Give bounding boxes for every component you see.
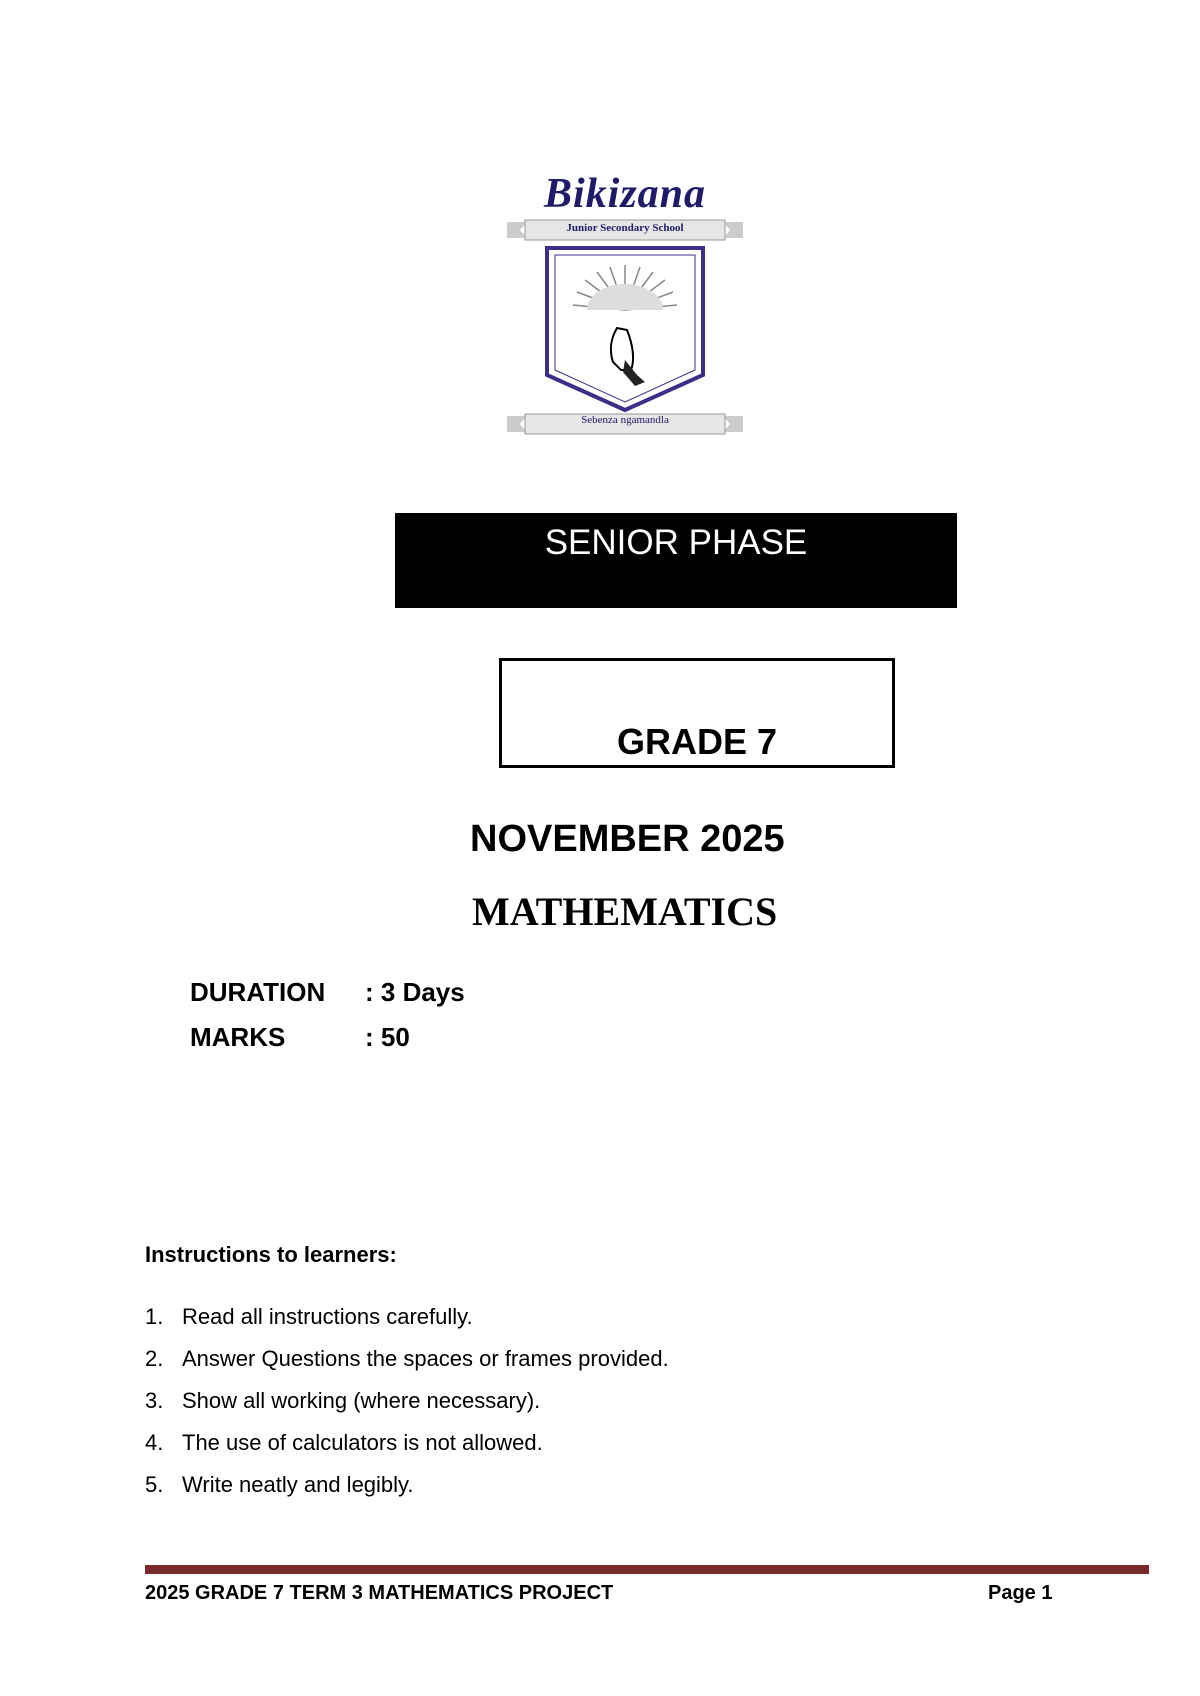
school-crest-icon bbox=[505, 210, 745, 435]
duration-row bbox=[190, 977, 465, 1008]
instruction-number: 2. bbox=[145, 1346, 164, 1371]
logo-bottom-ribbon-text: Sebenza ngamandla bbox=[581, 414, 669, 426]
instruction-item bbox=[145, 1346, 669, 1388]
duration-value: : 3 Days bbox=[365, 977, 465, 1007]
marks-value: : 50 bbox=[365, 1022, 410, 1052]
instruction-item bbox=[145, 1304, 669, 1346]
instruction-text: Show all working (where necessary). bbox=[182, 1388, 541, 1413]
page-number: Page 1 bbox=[988, 1582, 1053, 1604]
school-logo bbox=[505, 170, 745, 435]
duration-label: DURATION bbox=[190, 977, 326, 1007]
exam-date: NOVEMBER 2025 bbox=[470, 818, 785, 860]
instruction-number: 1. bbox=[145, 1304, 164, 1329]
instruction-text: The use of calculators is not allowed. bbox=[182, 1430, 543, 1455]
instruction-number: 5. bbox=[145, 1472, 164, 1497]
grade-box bbox=[499, 658, 895, 768]
phase-banner: SENIOR PHASE bbox=[395, 513, 957, 608]
logo-top-ribbon-text: Junior Secondary School bbox=[566, 222, 684, 234]
instruction-item bbox=[145, 1388, 669, 1430]
footer-title: 2025 GRADE 7 TERM 3 MATHEMATICS PROJECT bbox=[145, 1582, 614, 1604]
instruction-number: 3. bbox=[145, 1388, 164, 1413]
grade-label: GRADE 7 bbox=[616, 721, 778, 762]
instruction-item bbox=[145, 1472, 669, 1514]
footer-divider bbox=[145, 1565, 1149, 1574]
instruction-number: 4. bbox=[145, 1430, 164, 1455]
subject-title: MATHEMATICS bbox=[472, 889, 778, 934]
instructions-list bbox=[145, 1304, 669, 1514]
logo-school-name: Bikizana bbox=[543, 171, 707, 217]
marks-row bbox=[190, 1022, 410, 1053]
instruction-item bbox=[145, 1430, 669, 1472]
instructions-heading: Instructions to learners: bbox=[145, 1242, 397, 1267]
instruction-text: Read all instructions carefully. bbox=[182, 1304, 473, 1329]
instruction-text: Answer Questions the spaces or frames provided. bbox=[182, 1346, 669, 1371]
marks-label: MARKS bbox=[190, 1022, 286, 1052]
instruction-text: Write neatly and legibly. bbox=[182, 1472, 414, 1497]
